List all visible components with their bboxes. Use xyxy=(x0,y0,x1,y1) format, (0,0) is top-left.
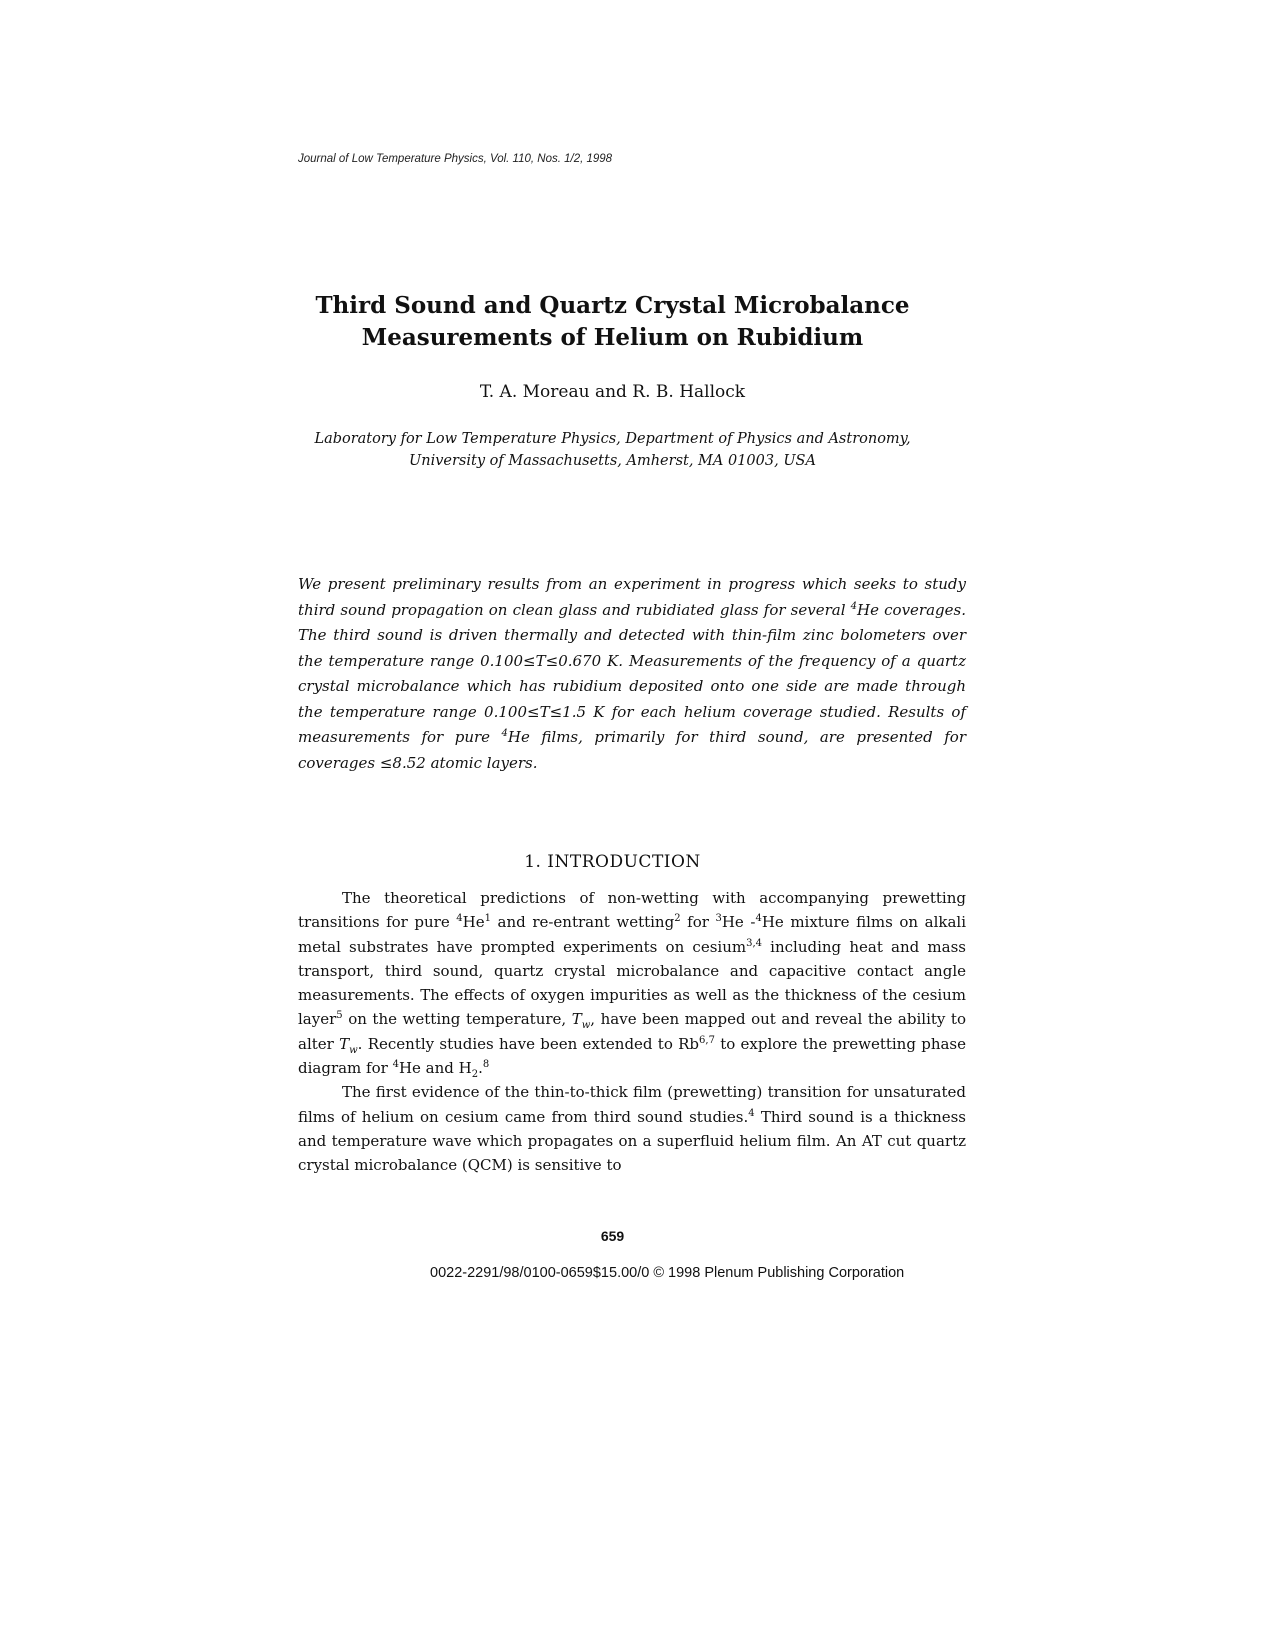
paper-title xyxy=(260,290,965,354)
text-run: He and H xyxy=(398,1059,472,1078)
paragraph-1 xyxy=(298,886,966,1080)
copyright-line: 0022-2291/98/0100-0659$15.00/0 © 1998 Plenum Publishing Corporation xyxy=(430,1265,905,1281)
authors: T. A. Moreau and R. B. Hallock xyxy=(479,382,746,402)
text-run: on the wetting temperature, xyxy=(342,1010,572,1029)
abstract-text: He coverages. The third sound is driven thermally and detected with thin-film zinc bolometers over the temperature range 0.100≤T≤0.670 K. Measurements of the frequency of a quartz crystal microbalance which has rubidium deposited onto one side are made through the temperature range 0.100≤T≤1.5 K for each helium coverage studied. Results of measurements for pure xyxy=(298,600,966,746)
text-run: for xyxy=(680,913,716,932)
journal-citation: Journal of Low Temperature Physics, Vol. 110, Nos. 1/2, 1998 xyxy=(298,153,613,165)
subscript: w xyxy=(581,1020,591,1032)
superscript: 4 xyxy=(456,913,463,925)
reference-marker: 6,7 xyxy=(699,1034,715,1046)
paragraph-2 xyxy=(298,1080,966,1177)
abstract xyxy=(298,572,966,776)
text-run: Third sound is a thickness and temperature wave which propagates on a superfluid helium film. An AT cut quartz crystal microbalance (QCM) is sensitive to xyxy=(298,1107,967,1175)
reference-marker: 5 xyxy=(336,1010,343,1022)
abstract-text: We present preliminary results from an experiment in progress which seeks to study third sound propagation on clean glass and rubidiated glass for several xyxy=(298,575,966,619)
reference-marker: 4 xyxy=(748,1107,755,1119)
title-line-1: Third Sound and Quartz Crystal Microbalance xyxy=(315,292,910,319)
symbol: T xyxy=(339,1034,350,1053)
affiliation-line-2: University of Massachusetts, Amherst, MA 01003, USA xyxy=(409,453,816,469)
introduction-body xyxy=(298,886,966,1178)
superscript: 4 xyxy=(755,913,762,925)
text-run: The theoretical predictions of non-wetting with accompanying prewetting transitions for pure xyxy=(298,889,966,932)
section-heading-introduction: 1. INTRODUCTION xyxy=(524,852,701,872)
reference-marker: 3,4 xyxy=(746,937,762,949)
subscript: w xyxy=(349,1044,358,1056)
subscript: 2 xyxy=(471,1069,479,1081)
reference-marker: 2 xyxy=(674,913,681,925)
abstract-text: He films, primarily for third sound, are presented for coverages ≤8.52 atomic layers. xyxy=(298,728,967,772)
superscript: 4 xyxy=(392,1059,399,1071)
affiliation-line-1: Laboratory for Low Temperature Physics, Department of Physics and Astronomy, xyxy=(314,431,911,447)
title-line-2: Measurements of Helium on Rubidium xyxy=(361,324,864,351)
superscript: 3 xyxy=(715,913,722,925)
affiliation xyxy=(260,428,965,472)
text-run: including heat and mass transport, third sound, quartz crystal microbalance and capacitive contact angle measurements. The effects of oxygen impurities as well as the thickness of the cesium layer xyxy=(298,937,966,1029)
reference-marker: 1 xyxy=(484,913,491,925)
text-run: to explore the prewetting phase diagram for xyxy=(298,1034,966,1078)
reference-marker: 8 xyxy=(482,1059,490,1071)
page-number: 659 xyxy=(600,1228,625,1244)
text-run: He - xyxy=(721,913,756,932)
text-run: . xyxy=(478,1059,483,1078)
text-run: , have been mapped out and reveal the ability to alter xyxy=(298,1010,966,1053)
text-run: He mixture films on alkali metal substrates have prompted experiments on cesium xyxy=(298,913,967,956)
text-run: He xyxy=(462,913,485,932)
superscript: 4 xyxy=(850,600,858,612)
symbol: T xyxy=(571,1010,582,1029)
superscript: 4 xyxy=(501,728,508,739)
text-run: The first evidence of the thin-to-thick film (prewetting) transition for unsaturated films of helium on cesium came from third sound studies. xyxy=(298,1083,966,1126)
text-run: . Recently studies have been extended to Rb xyxy=(357,1034,700,1053)
text-run: and re-entrant wetting xyxy=(490,913,675,932)
